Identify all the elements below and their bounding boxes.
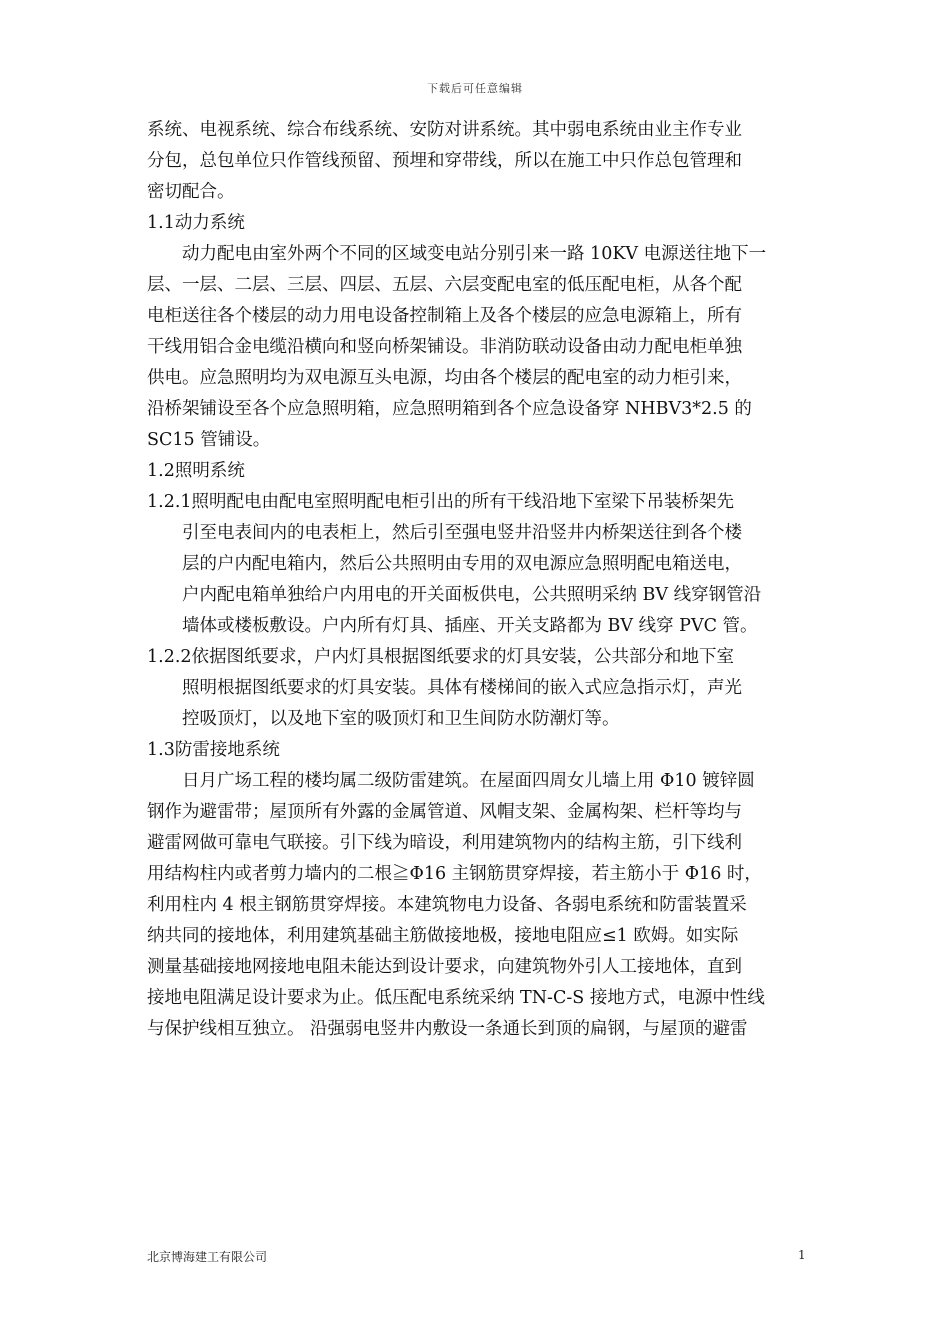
text-line: 钢作为避雷带；屋顶所有外露的金属管道、风帽支架、金属构架、栏杆等均与 xyxy=(147,802,742,822)
text-line: 利用柱内 4 根主钢筋贯穿焊接。本建筑物电力设备、各弱电系统和防雷装置采 xyxy=(147,895,747,915)
text-line: 系统、电视系统、综合布线系统、安防对讲系统。其中弱电系统由业主作专业 xyxy=(147,120,742,140)
text-line: 1.2照明系统 xyxy=(147,461,245,481)
text-line: 分包，总包单位只作管线预留、预埋和穿带线，所以在施工中只作总包管理和 xyxy=(147,151,742,171)
text-line: 密切配合。 xyxy=(147,182,235,202)
text-line: 层、一层、二层、三层、四层、五层、六层变配电室的低压配电柜，从各个配 xyxy=(147,275,742,295)
text-line: 层的户内配电箱内，然后公共照明由专用的双电源应急照明配电箱送电， xyxy=(182,554,742,574)
text-line: 户内配电箱单独给户内用电的开关面板供电，公共照明采纳 BV 线穿钢管沿 xyxy=(182,585,762,605)
text-line: 避雷网做可靠电气联接。引下线为暗设，利用建筑物内的结构主筋，引下线利 xyxy=(147,833,742,853)
text-line: 纳共同的接地体，利用建筑基础主筋做接地极，接地电阻应≤1 欧姆。如实际 xyxy=(147,926,739,946)
document-body xyxy=(147,115,807,1045)
text-line: 用结构柱内或者剪力墙内的二根≧Φ16 主钢筋贯穿焊接，若主筋小于 Φ16 时， xyxy=(147,864,762,884)
text-line: 1.2.2依据图纸要求，户内灯具根据图纸要求的灯具安装，公共部分和地下室 xyxy=(147,647,735,667)
text-line: 测量基础接地网接地电阻未能达到设计要求，向建筑物外引人工接地体，直到 xyxy=(147,957,742,977)
text-line: SC15 管铺设。 xyxy=(147,430,271,450)
text-line: 墙体或楼板敷设。户内所有灯具、插座、开关支路都为 BV 线穿 PVC 管。 xyxy=(182,616,758,636)
text-line: 照明根据图纸要求的灯具安装。具体有楼梯间的嵌入式应急指示灯，声光 xyxy=(182,678,742,698)
text-line: 干线用铝合金电缆沿横向和竖向桥架铺设。非消防联动设备由动力配电柜单独 xyxy=(147,337,742,357)
text-line: 接地电阻满足设计要求为止。低压配电系统采纳 TN-C-S 接地方式，电源中性线 xyxy=(147,988,765,1008)
text-line: 1.2.1照明配电由配电室照明配电柜引出的所有干线沿地下室梁下吊装桥架先 xyxy=(147,492,735,512)
text-line: 供电。应急照明均为双电源互头电源，均由各个楼层的配电室的动力柜引来， xyxy=(147,368,742,388)
footer-company: 北京博海建工有限公司 xyxy=(147,1250,268,1264)
text-line: 电柜送往各个楼层的动力用电设备控制箱上及各个楼层的应急电源箱上，所有 xyxy=(147,306,742,326)
text-line: 控吸顶灯，以及地下室的吸顶灯和卫生间防水防潮灯等。 xyxy=(182,709,620,729)
text-line: 动力配电由室外两个不同的区域变电站分别引来一路 10KV 电源送往地下一 xyxy=(182,244,767,264)
text-line: 沿桥架铺设至各个应急照明箱，应急照明箱到各个应急设备穿 NHBV3*2.5 的 xyxy=(147,399,752,419)
text-line: 引至电表间内的电表柜上，然后引至强电竖井沿竖井内桥架送往到各个楼 xyxy=(182,523,742,543)
text-line: 日月广场工程的楼均属二级防雷建筑。在屋面四周女儿墙上用 Φ10 镀锌圆 xyxy=(182,771,755,791)
page-number: 1 xyxy=(798,1248,806,1262)
text-line: 与保护线相互独立。 沿强弱电竖井内敷设一条通长到顶的扁钢，与屋顶的避雷 xyxy=(147,1019,748,1039)
text-line: 1.1动力系统 xyxy=(147,213,245,233)
text-line: 1.3防雷接地系统 xyxy=(147,740,280,760)
page-header: 下载后可任意编辑 xyxy=(427,82,523,95)
